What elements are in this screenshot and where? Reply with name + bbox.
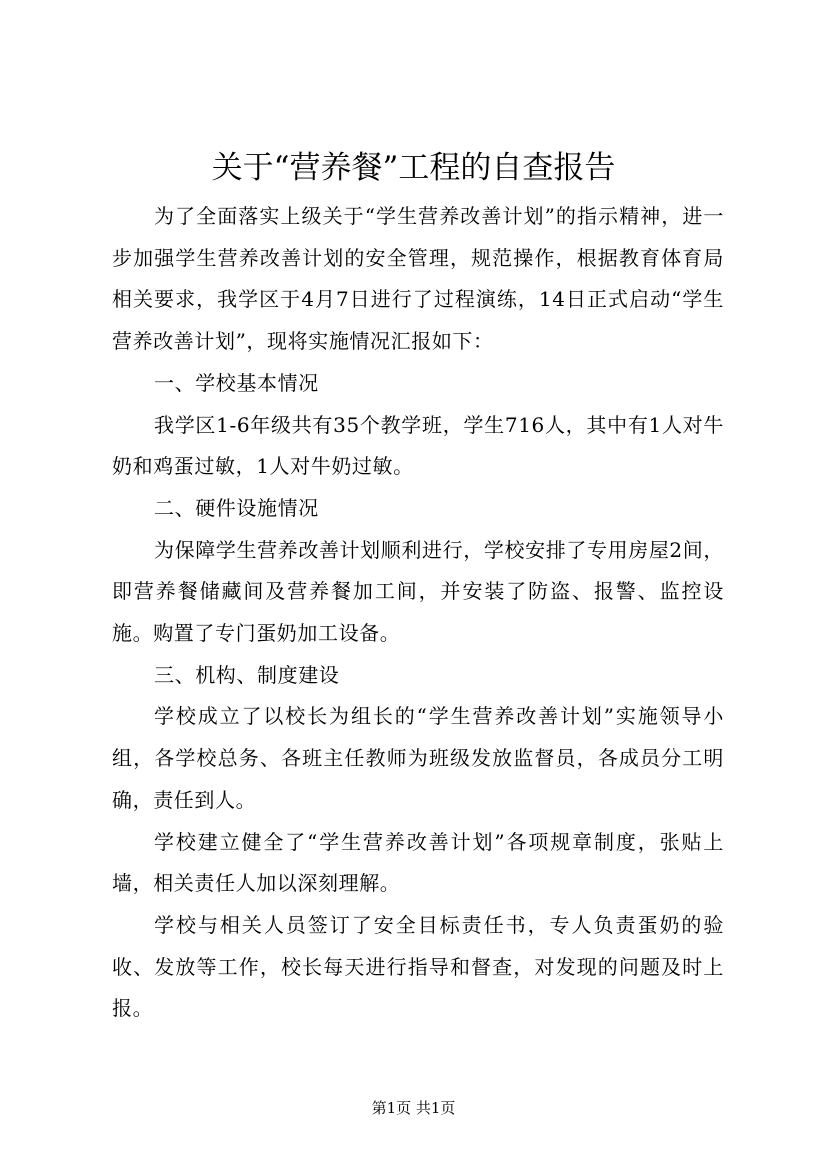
paragraph-facilities: 为保障学生营养改善计划顺利进行，学校安排了专用房屋2间，即营养餐储藏间及营养餐加工间，并安装了防盗、报警、监控设施。购置了专门蛋奶加工设备。 [112,537,724,646]
section-heading-basic-info: 一、学校基本情况 [154,370,319,395]
document-body [112,196,724,1030]
section-heading-facilities: 二、硬件设施情况 [154,495,319,520]
paragraph-regulations: 学校建立健全了“学生营养改善计划”各项规章制度，张贴上墙，相关责任人加以深刻理解。 [112,829,724,896]
paragraph-responsibility: 学校与相关人员签订了安全目标责任书，专人负责蛋奶的验收、发放等工作，校长每天进行指导和督查，对发现的问题及时上报。 [112,912,724,1021]
paragraph-basic-info: 我学区1-6年级共有35个教学班，学生716人，其中有1人对牛奶和鸡蛋过敏，1人对牛奶过敏。 [112,412,724,479]
paragraph-organization: 学校成立了以校长为组长的“学生营养改善计划”实施领导小组，各学校总务、各班主任教师为班级发放监督员，各成员分工明确，责任到人。 [112,704,724,812]
page-footer: 第1页 共1页 [371,1099,456,1117]
document-title: 关于“营养餐”工程的自查报告 [211,150,616,186]
paragraph-intro: 为了全面落实上级关于“学生营养改善计划”的指示精神，进一步加强学生营养改善计划的安全管理，规范操作，根据教育体育局相关要求，我学区于4月7日进行了过程演练，14日正式启动“学生营养改善计划”，现将实施情况汇报如下： [112,204,724,354]
section-heading-organization: 三、机构、制度建设 [154,662,340,687]
